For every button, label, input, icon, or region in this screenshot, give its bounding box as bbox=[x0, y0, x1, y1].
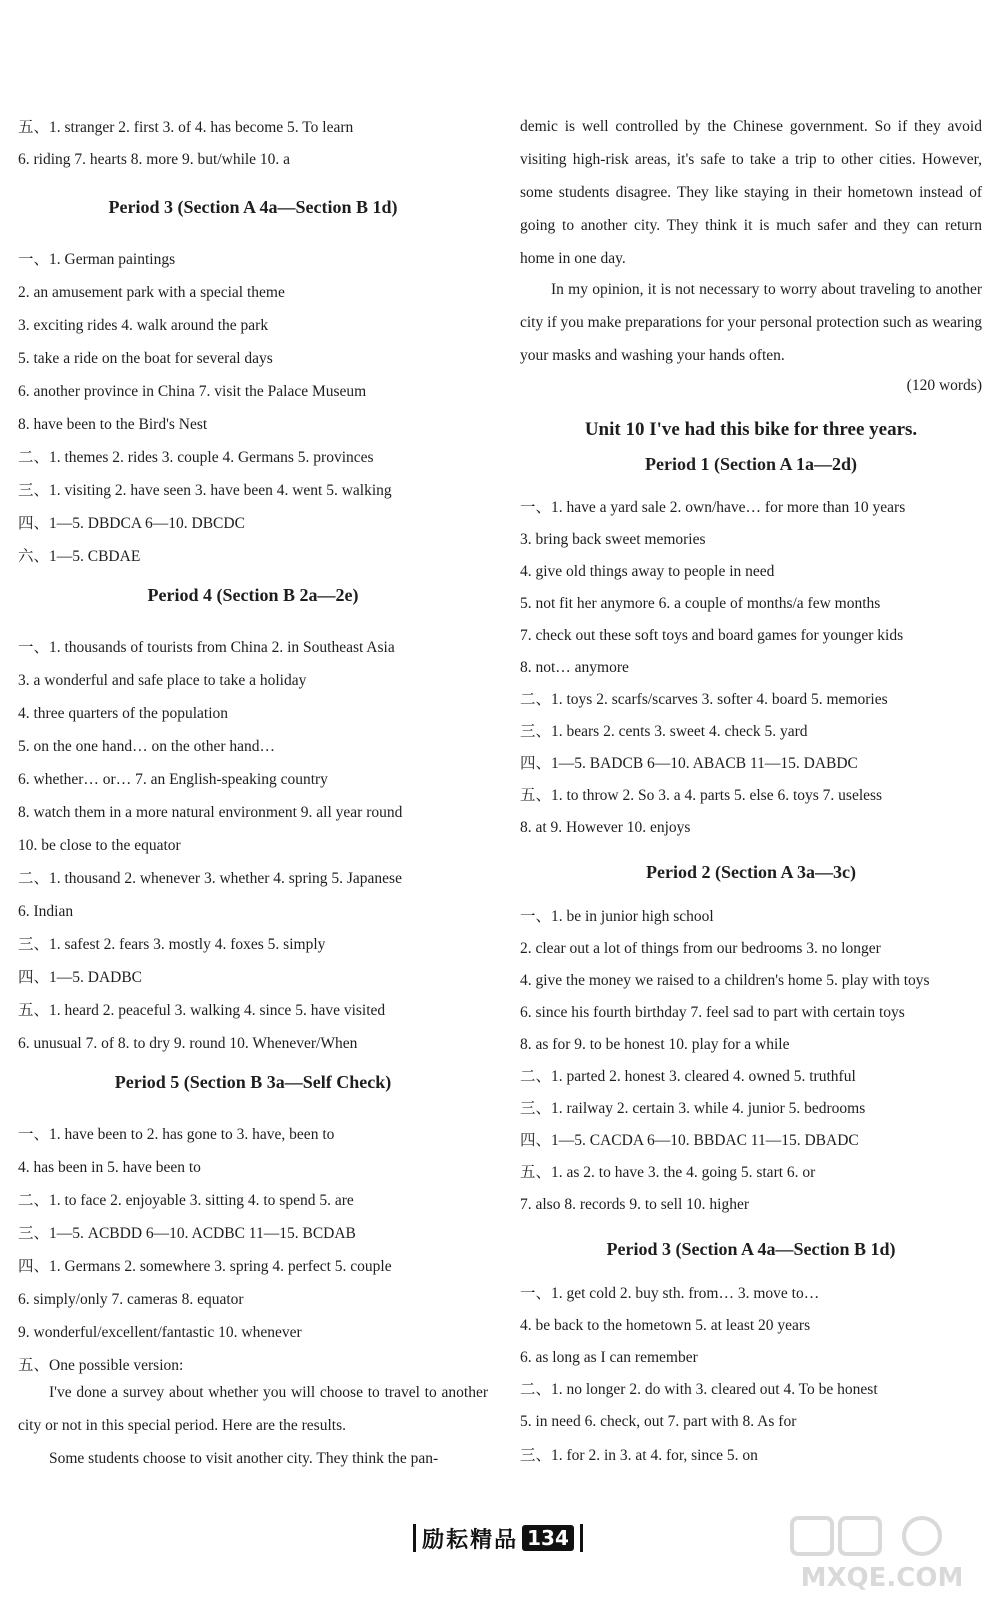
right-answer-line: 三、1. for 2. in 3. at 4. for, since 5. on bbox=[520, 1447, 758, 1464]
right-answer-line: 3. bring back sweet memories bbox=[520, 531, 706, 548]
right-section-heading: Period 2 (Section A 3a—3c) bbox=[646, 862, 856, 882]
right-answer-line: 7. check out these soft toys and board games for younger kids bbox=[520, 627, 904, 644]
right-answer-line: 五、1. as 2. to have 3. the 4. going 5. start 6. or bbox=[520, 1164, 816, 1181]
right-essay-paragraph: In my opinion, it is not necessary to worry about traveling to another city if you make preparations for your personal protection such as wearing your masks and washing your hands often. bbox=[520, 281, 982, 364]
left-answer-line: 3. exciting rides 4. walk around the park bbox=[18, 317, 269, 334]
right-section-heading: Unit 10 I've had this bike for three years. bbox=[584, 419, 918, 440]
left-answer-line: 3. a wonderful and safe place to take a holiday bbox=[18, 672, 307, 689]
right-answer-line: 一、1. be in junior high school bbox=[520, 908, 714, 925]
page-number: 134 bbox=[522, 1525, 574, 1551]
watermark-text: MXQE.COM bbox=[800, 1563, 964, 1593]
left-answer-line: 二、1. to face 2. enjoyable 3. sitting 4. to spend 5. are bbox=[18, 1192, 354, 1209]
word-count: (120 words) bbox=[906, 377, 982, 394]
left-answer-line: 五、1. stranger 2. first 3. of 4. has become 5. To learn bbox=[18, 119, 354, 136]
right-answer-line: 8. as for 9. to be honest 10. play for a while bbox=[520, 1036, 790, 1053]
left-answer-line: 五、One possible version: bbox=[18, 1357, 184, 1374]
left-answer-line: 三、1. visiting 2. have seen 3. have been 4. went 5. walking bbox=[18, 482, 392, 499]
left-answer-line: 一、1. thousands of tourists from China 2. in Southeast Asia bbox=[18, 639, 395, 656]
footer-brand: 励耘精品 bbox=[422, 1527, 519, 1553]
left-answer-line: 5. take a ride on the boat for several days bbox=[18, 350, 273, 367]
left-answer-line: 6. another province in China 7. visit the Palace Museum bbox=[18, 383, 367, 400]
left-answer-line: 6. riding 7. hearts 8. more 9. but/while 10. a bbox=[18, 151, 291, 168]
left-answer-line: 6. Indian bbox=[18, 903, 74, 920]
right-answer-line: 4. be back to the hometown 5. at least 20 years bbox=[520, 1317, 811, 1334]
left-answer-line: 6. simply/only 7. cameras 8. equator bbox=[18, 1291, 244, 1308]
right-answer-line: 一、1. have a yard sale 2. own/have… for more than 10 years bbox=[520, 499, 906, 516]
right-section-heading: Period 3 (Section A 4a—Section B 1d) bbox=[606, 1239, 896, 1259]
left-section-heading: Period 4 (Section B 2a—2e) bbox=[147, 585, 359, 605]
footer-bar-right bbox=[580, 1524, 583, 1552]
right-answer-line: 四、1—5. CACDA 6—10. BBDAC 11—15. DBADC bbox=[520, 1132, 859, 1149]
right-answer-line: 三、1. railway 2. certain 3. while 4. junior 5. bedrooms bbox=[520, 1100, 866, 1117]
left-answer-line: 6. unusual 7. of 8. to dry 9. round 10. Whenever/When bbox=[18, 1035, 358, 1052]
left-answer-line: 6. whether… or… 7. an English-speaking country bbox=[18, 771, 328, 788]
left-answer-line: 4. has been in 5. have been to bbox=[18, 1159, 201, 1176]
left-answer-line: 8. have been to the Bird's Nest bbox=[18, 416, 208, 433]
right-answer-line: 8. not… anymore bbox=[520, 659, 629, 676]
right-answer-line: 6. since his fourth birthday 7. feel sad to part with certain toys bbox=[520, 1004, 905, 1021]
left-essay-paragraph: Some students choose to visit another city. They think the pan- bbox=[49, 1450, 439, 1467]
right-answer-line: 五、1. to throw 2. So 3. a 4. parts 5. else 6. toys 7. useless bbox=[520, 787, 883, 804]
left-answer-line: 5. on the one hand… on the other hand… bbox=[18, 738, 275, 755]
right-answer-line: 5. in need 6. check, out 7. part with 8. As for bbox=[520, 1413, 797, 1430]
left-answer-line: 二、1. thousand 2. whenever 3. whether 4. spring 5. Japanese bbox=[18, 870, 402, 887]
left-answer-line: 8. watch them in a more natural environment 9. all year round bbox=[18, 804, 403, 821]
right-section-heading: Period 1 (Section A 1a—2d) bbox=[645, 454, 857, 474]
left-answer-line: 一、1. have been to 2. has gone to 3. have, been to bbox=[18, 1126, 335, 1143]
left-answer-line: 一、1. German paintings bbox=[18, 251, 176, 268]
left-answer-line: 2. an amusement park with a special theme bbox=[18, 284, 285, 301]
right-answer-line: 2. clear out a lot of things from our bedrooms 3. no longer bbox=[520, 940, 881, 957]
footer-bar-left bbox=[413, 1524, 416, 1552]
left-answer-line: 四、1—5. DBDCA 6—10. DBCDC bbox=[18, 515, 245, 532]
right-essay-paragraph: demic is well controlled by the Chinese government. So if they avoid visiting high-risk areas, it's safe to take a trip to other cities. However, some students disagree. They like staying in their hometown instead of going to another city. They think it is much safer and they can return home in one day. bbox=[520, 118, 982, 267]
right-answer-line: 二、1. toys 2. scarfs/scarves 3. softer 4. board 5. memories bbox=[520, 691, 888, 708]
left-section-heading: Period 5 (Section B 3a—Self Check) bbox=[114, 1072, 392, 1092]
left-section-heading: Period 3 (Section A 4a—Section B 1d) bbox=[108, 197, 398, 217]
right-answer-line: 4. give old things away to people in need bbox=[520, 563, 775, 580]
right-answer-line: 三、1. bears 2. cents 3. sweet 4. check 5. yard bbox=[520, 723, 808, 740]
left-answer-line: 9. wonderful/excellent/fantastic 10. whenever bbox=[18, 1324, 302, 1341]
left-essay-paragraph: I've done a survey about whether you will choose to travel to another city or not in this special period. Here are the results. bbox=[18, 1384, 488, 1434]
right-answer-line: 8. at 9. However 10. enjoys bbox=[520, 819, 691, 836]
left-answer-line: 三、1. safest 2. fears 3. mostly 4. foxes 5. simply bbox=[18, 936, 326, 953]
left-answer-line: 五、1. heard 2. peaceful 3. walking 4. since 5. have visited bbox=[18, 1002, 386, 1019]
right-answer-line: 5. not fit her anymore 6. a couple of months/a few months bbox=[520, 595, 881, 612]
right-answer-line: 4. give the money we raised to a children's home 5. play with toys bbox=[520, 972, 930, 989]
right-answer-line: 四、1—5. BADCB 6—10. ABACB 11—15. DABDC bbox=[520, 755, 858, 772]
left-answer-line: 二、1. themes 2. rides 3. couple 4. Germans 5. provinces bbox=[18, 449, 374, 466]
right-answer-line: 6. as long as I can remember bbox=[520, 1349, 698, 1366]
right-answer-line: 7. also 8. records 9. to sell 10. higher bbox=[520, 1196, 750, 1213]
left-answer-line: 四、1—5. DADBC bbox=[18, 969, 143, 986]
left-answer-line: 四、1. Germans 2. somewhere 3. spring 4. perfect 5. couple bbox=[18, 1258, 392, 1275]
page-footer bbox=[0, 1520, 996, 1556]
right-answer-line: 二、1. no longer 2. do with 3. cleared out 4. To be honest bbox=[520, 1381, 878, 1398]
left-answer-line: 六、1—5. CBDAE bbox=[18, 548, 141, 565]
left-answer-line: 三、1—5. ACBDD 6—10. ACDBC 11—15. BCDAB bbox=[18, 1225, 356, 1242]
right-answer-line: 二、1. parted 2. honest 3. cleared 4. owned 5. truthful bbox=[520, 1068, 856, 1085]
left-answer-line: 4. three quarters of the population bbox=[18, 705, 229, 722]
right-answer-line: 一、1. get cold 2. buy sth. from… 3. move to… bbox=[520, 1285, 820, 1302]
left-answer-line: 10. be close to the equator bbox=[18, 837, 181, 854]
